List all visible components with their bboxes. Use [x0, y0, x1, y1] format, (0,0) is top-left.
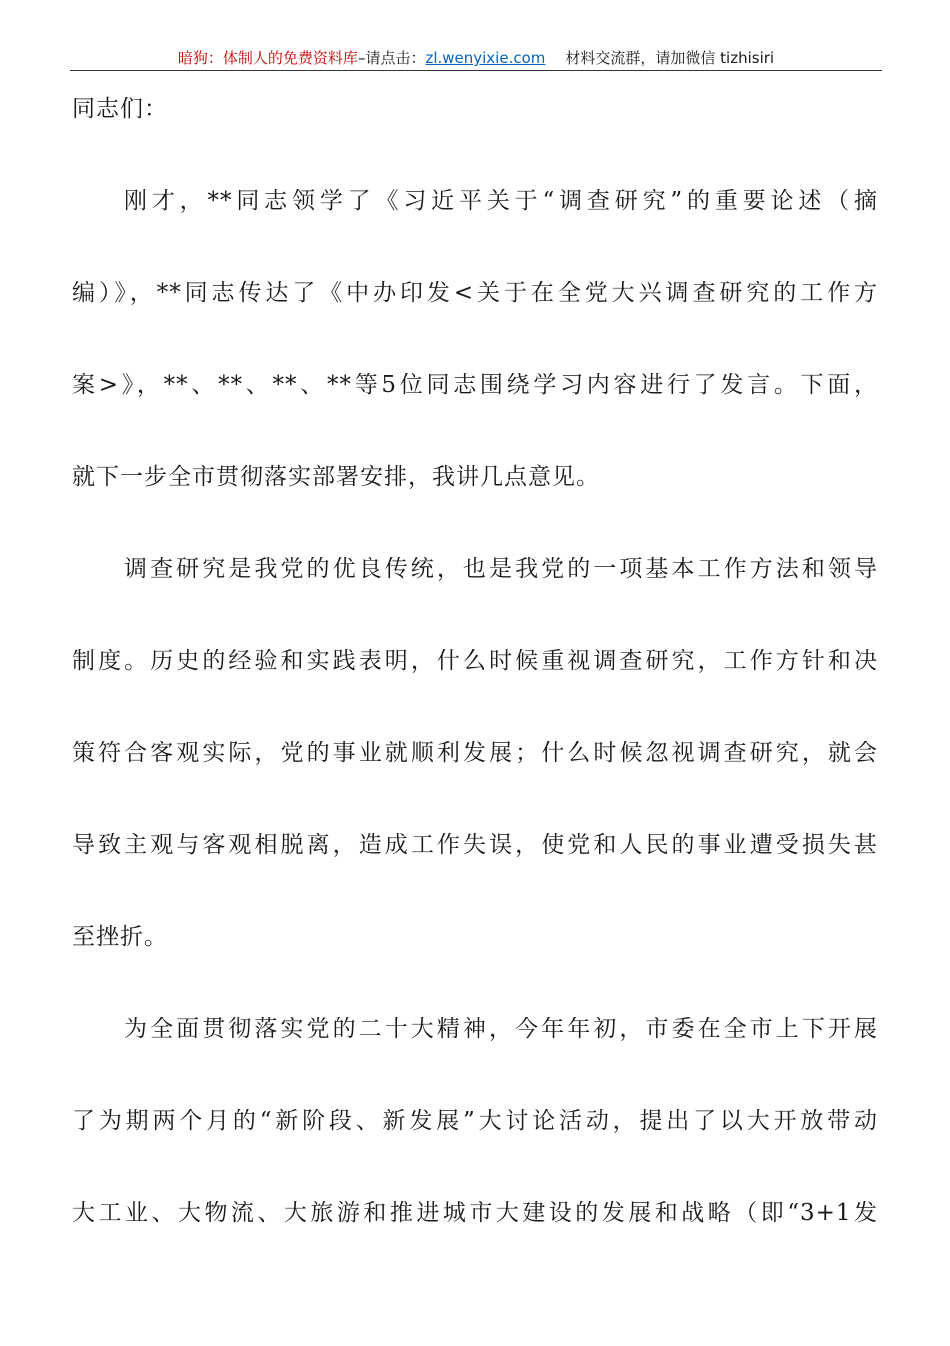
paragraph-line: 策符合客观实际，党的事业就顺利发展；什么时候忽视调查研究，就会	[72, 741, 878, 765]
header-prompt: –请点击：	[357, 49, 426, 67]
header-group-info: 材料交流群，请加微信 tizhisiri	[565, 49, 775, 67]
header-link[interactable]: zl.wenyixie.com	[425, 49, 546, 67]
paragraph-line: 调查研究是我党的优良传统，也是我党的一项基本工作方法和领导	[124, 557, 878, 581]
document-body	[72, 97, 878, 1293]
paragraph-line: 大工业、大物流、大旅游和推进城市大建设的发展和战略（即“3+1发	[72, 1201, 878, 1225]
paragraph-line: 制度。历史的经验和实践表明，什么时候重视调查研究，工作方针和决	[72, 649, 878, 673]
page-header	[70, 46, 882, 71]
paragraph-line: 编）》，**同志传达了《中办印发<关于在全党大兴调查研究的工作方	[72, 281, 878, 305]
paragraph-line: 刚才，**同志领学了《习近平关于“调查研究”的重要论述（摘	[124, 189, 878, 213]
salutation-line: 同志们：	[72, 96, 168, 122]
paragraph-line: 至挫折。	[72, 924, 168, 950]
paragraph-line: 导致主观与客观相脱离，造成工作失误，使党和人民的事业遭受损失甚	[72, 833, 878, 857]
paragraph-line: 就下一步全市贯彻落实部署安排，我讲几点意见。	[72, 464, 600, 490]
paragraph-line: 案>》，**、**、**、**等5位同志围绕学习内容进行了发言。下面，	[72, 373, 878, 397]
header-brand: 暗狗：体制人的免费资料库	[177, 49, 358, 67]
paragraph-line: 了为期两个月的“新阶段、新发展”大讨论活动，提出了以大开放带动	[72, 1109, 878, 1133]
paragraph-line: 为全面贯彻落实党的二十大精神，今年年初，市委在全市上下开展	[124, 1017, 878, 1041]
